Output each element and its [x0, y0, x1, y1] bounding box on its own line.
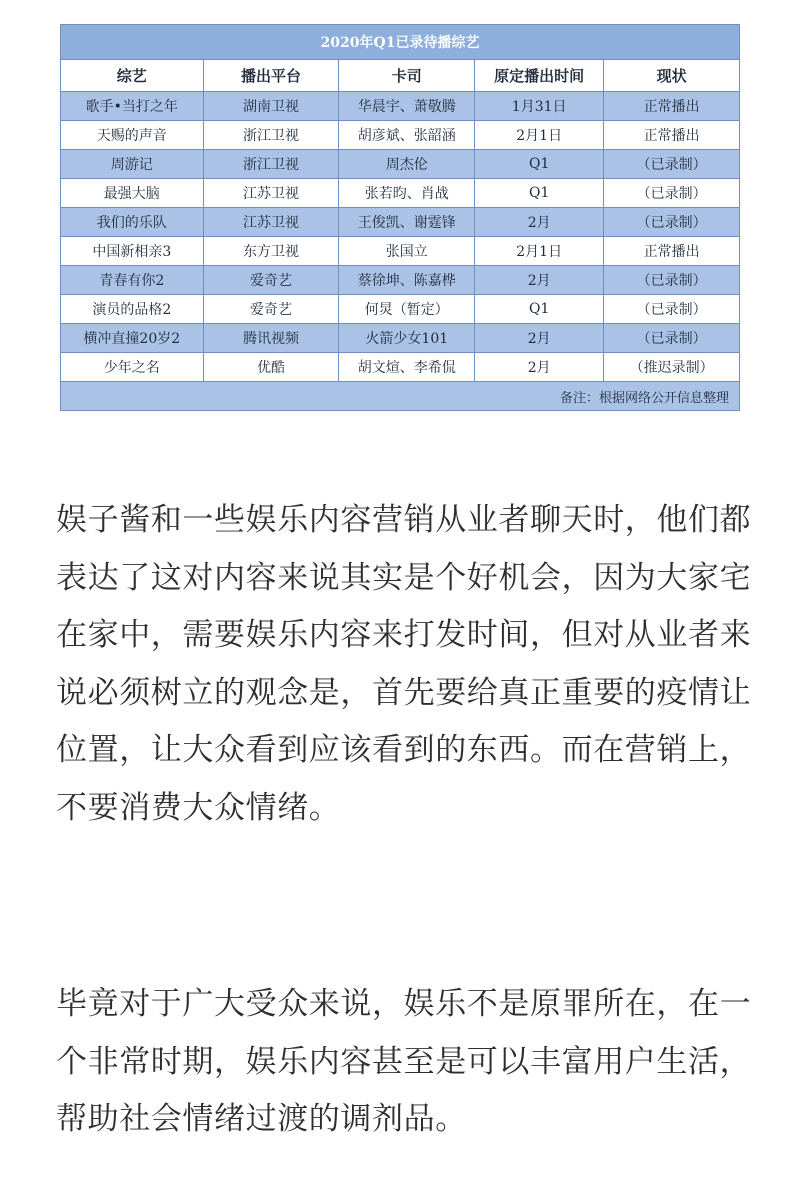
table-cell-cast: 张国立	[339, 237, 475, 266]
table-title: 2020年Q1已录待播综艺	[61, 25, 740, 60]
table-cell-status: （已录制）	[604, 208, 740, 237]
table-row	[61, 179, 740, 208]
column-header-show: 综艺	[61, 60, 204, 92]
table-cell-original-air-date: Q1	[475, 179, 604, 208]
table-cell-status: （推迟录制）	[604, 353, 740, 382]
variety-show-table-image	[60, 24, 740, 406]
table-cell-show: 最强大脑	[61, 179, 204, 208]
table-cell-show: 我们的乐队	[61, 208, 204, 237]
table-cell-show: 中国新相亲3	[61, 237, 204, 266]
table-body	[61, 92, 740, 382]
table-cell-cast: 周杰伦	[339, 150, 475, 179]
table-note-row	[61, 382, 740, 411]
table-cell-platform: 浙江卫视	[203, 150, 339, 179]
table-cell-original-air-date: 2月	[475, 324, 604, 353]
table-row	[61, 92, 740, 121]
table-cell-show: 天赐的声音	[61, 121, 204, 150]
table-cell-show: 歌手•当打之年	[61, 92, 204, 121]
table-cell-platform: 江苏卫视	[203, 208, 339, 237]
table-cell-cast: 胡文煊、李希侃	[339, 353, 475, 382]
table-cell-original-air-date: 2月	[475, 208, 604, 237]
table-cell-platform: 浙江卫视	[203, 121, 339, 150]
table-row	[61, 121, 740, 150]
table-cell-platform: 腾讯视频	[203, 324, 339, 353]
column-header-status: 现状	[604, 60, 740, 92]
table-header-row	[61, 60, 740, 92]
table-cell-show: 演员的品格2	[61, 295, 204, 324]
table-cell-platform: 优酷	[203, 353, 339, 382]
table-cell-status: 正常播出	[604, 92, 740, 121]
table-row	[61, 208, 740, 237]
table-row	[61, 237, 740, 266]
article-paragraph-1: 娱子酱和一些娱乐内容营销从业者聊天时，他们都表达了这对内容来说其实是个好机会，因为大家宅在家中，需要娱乐内容来打发时间，但对从业者来说必须树立的观念是，首先要给真正重要的疫情让位置，让大众看到应该看到的东西。而在营销上，不要消费大众情绪。	[56, 502, 752, 826]
table-cell-cast: 王俊凯、谢霆锋	[339, 208, 475, 237]
column-header-original-air-date: 原定播出时间	[475, 60, 604, 92]
table-cell-original-air-date: Q1	[475, 295, 604, 324]
table-note: 备注：根据网络公开信息整理	[61, 382, 740, 411]
column-header-cast: 卡司	[339, 60, 475, 92]
table-row	[61, 353, 740, 382]
table-cell-platform: 湖南卫视	[203, 92, 339, 121]
table-row	[61, 295, 740, 324]
table-cell-cast: 何炅（暂定）	[339, 295, 475, 324]
table-row	[61, 150, 740, 179]
table-cell-original-air-date: 2月1日	[475, 237, 604, 266]
table-cell-show: 横冲直撞20岁2	[61, 324, 204, 353]
table-cell-original-air-date: 2月1日	[475, 121, 604, 150]
table-cell-platform: 爱奇艺	[203, 295, 339, 324]
table-cell-status: （已录制）	[604, 295, 740, 324]
table-cell-original-air-date: 2月	[475, 353, 604, 382]
table-cell-cast: 张若昀、肖战	[339, 179, 475, 208]
table-cell-platform: 江苏卫视	[203, 179, 339, 208]
table-cell-cast: 蔡徐坤、陈嘉桦	[339, 266, 475, 295]
table-cell-cast: 华晨宇、萧敬腾	[339, 92, 475, 121]
table-cell-show: 少年之名	[61, 353, 204, 382]
table-cell-status: （已录制）	[604, 150, 740, 179]
table-cell-status: （已录制）	[604, 179, 740, 208]
table-row	[61, 266, 740, 295]
table-cell-platform: 爱奇艺	[203, 266, 339, 295]
table-cell-show: 周游记	[61, 150, 204, 179]
table-cell-status: 正常播出	[604, 237, 740, 266]
table-cell-status: （已录制）	[604, 266, 740, 295]
table-cell-original-air-date: 1月31日	[475, 92, 604, 121]
article-paragraph-2: 毕竟对于广大受众来说，娱乐不是原罪所在，在一个非常时期，娱乐内容甚至是可以丰富用户生活，帮助社会情绪过渡的调剂品。	[56, 986, 752, 1137]
table-cell-show: 青春有你2	[61, 266, 204, 295]
table-cell-status: （已录制）	[604, 324, 740, 353]
table-row	[61, 324, 740, 353]
table-cell-status: 正常播出	[604, 121, 740, 150]
table-cell-original-air-date: Q1	[475, 150, 604, 179]
table-cell-cast: 火箭少女101	[339, 324, 475, 353]
column-header-platform: 播出平台	[203, 60, 339, 92]
table-cell-platform: 东方卫视	[203, 237, 339, 266]
variety-show-table	[60, 24, 740, 411]
table-title-row	[61, 25, 740, 60]
table-cell-original-air-date: 2月	[475, 266, 604, 295]
table-cell-cast: 胡彦斌、张韶涵	[339, 121, 475, 150]
